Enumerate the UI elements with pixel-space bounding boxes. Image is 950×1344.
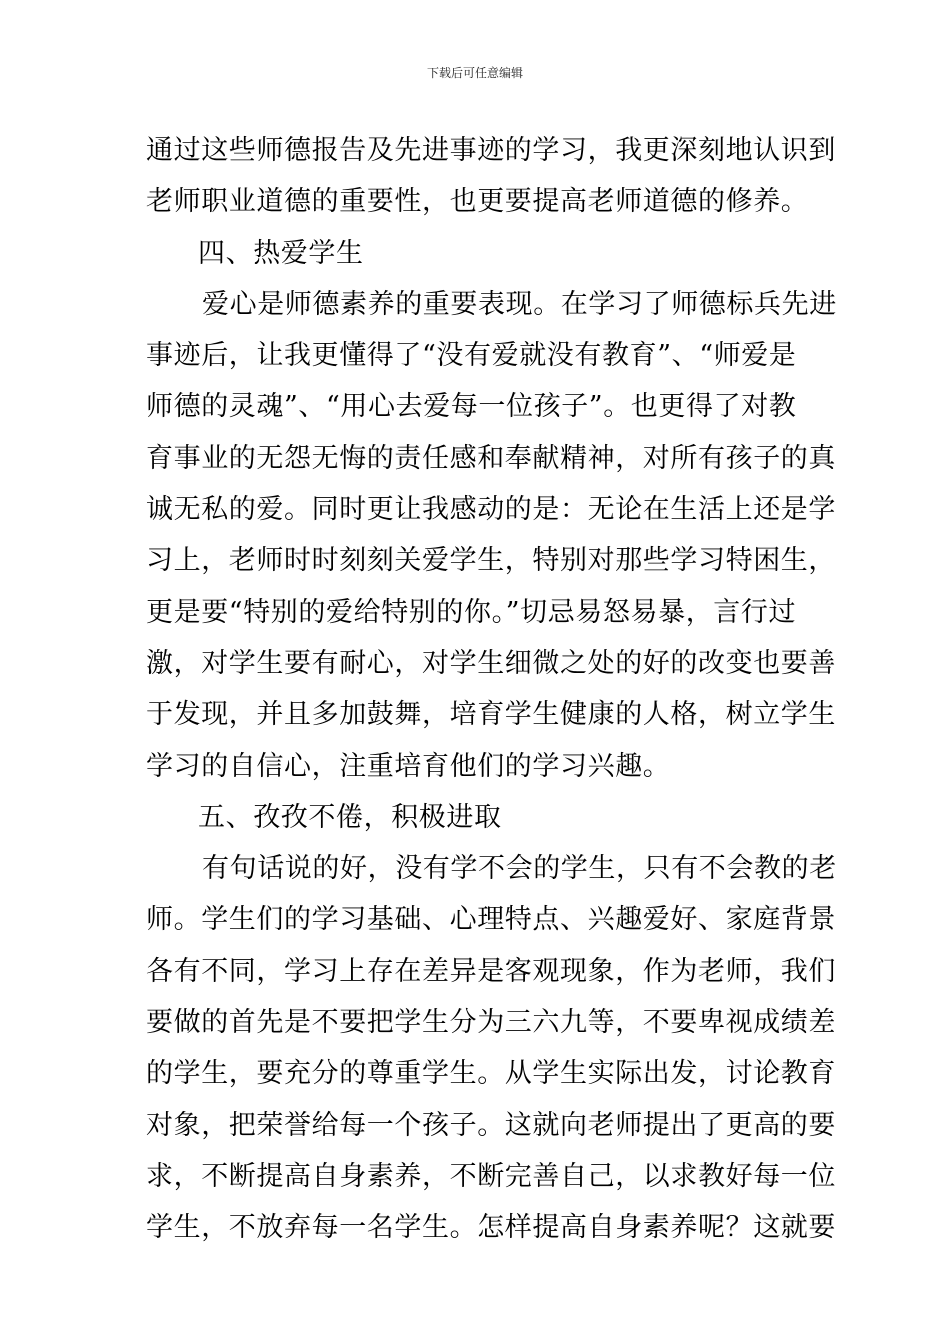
text-line: 求，不断提高自身素养，不断完善自己，以求教好每一位 [146, 1160, 836, 1192]
text-line: 习上，老师时时刻刻关爱学生，特别对那些学习特困生， [146, 545, 836, 577]
text-line: 对象，把荣誉给每一个孩子。这就向老师提出了更高的要 [146, 1109, 836, 1141]
section-heading: 五、孜孜不倦，积极进取 [198, 801, 502, 833]
text-line: 激，对学生要有耐心，对学生细微之处的好的改变也要善 [146, 647, 836, 679]
page-header: 下载后可任意编辑 [426, 66, 523, 80]
text-line: 诚无私的爱。同时更让我感动的是：无论在生活上还是学 [146, 494, 836, 526]
text-line: 于发现，并且多加鼓舞，培育学生健康的人格，树立学生 [146, 699, 836, 731]
section-heading: 四、热爱学生 [198, 237, 364, 269]
paragraph-first-line: 有句话说的好，没有学不会的学生，只有不会教的老 [202, 853, 837, 885]
text-line: 事迹后，让我更懂得了“没有爱就没有教育”、“师爱是 [146, 340, 797, 372]
text-line: 各有不同，学习上存在差异是客观现象，作为老师，我们 [146, 955, 836, 987]
text-line: 更是要“特别的爱给特别的你。”切忌易怒易暴，言行过 [146, 596, 797, 628]
text-line: 师德的灵魂”、“用心去爱每一位孩子”。也更得了对教 [146, 391, 797, 423]
text-line: 通过这些师德报告及先进事迹的学习，我更深刻地认识到 [146, 135, 836, 166]
text-line: 师。学生们的学习基础、心理特点、兴趣爱好、家庭背景 [146, 904, 836, 936]
text-line: 学习的自信心，注重培育他们的学习兴趣。 [146, 750, 671, 782]
text-line: 育事业的无怨无悔的责任感和奉献精神，对所有孩子的真 [146, 442, 836, 474]
text-line: 要做的首先是不要把学生分为三六九等，不要卑视成绩差 [146, 1007, 836, 1039]
text-line: 的学生，要充分的尊重学生。从学生实际出发，讨论教育 [146, 1058, 836, 1090]
text-line: 老师职业道德的重要性，也更要提高老师道德的修养。 [146, 186, 809, 218]
paragraph-first-line: 爱心是师德素养的重要表现。在学习了师德标兵先进 [202, 288, 837, 320]
document-body [146, 125, 837, 1254]
text-line: 学生，不放弃每一名学生。怎样提高自身素养呢？这就要 [146, 1212, 836, 1244]
